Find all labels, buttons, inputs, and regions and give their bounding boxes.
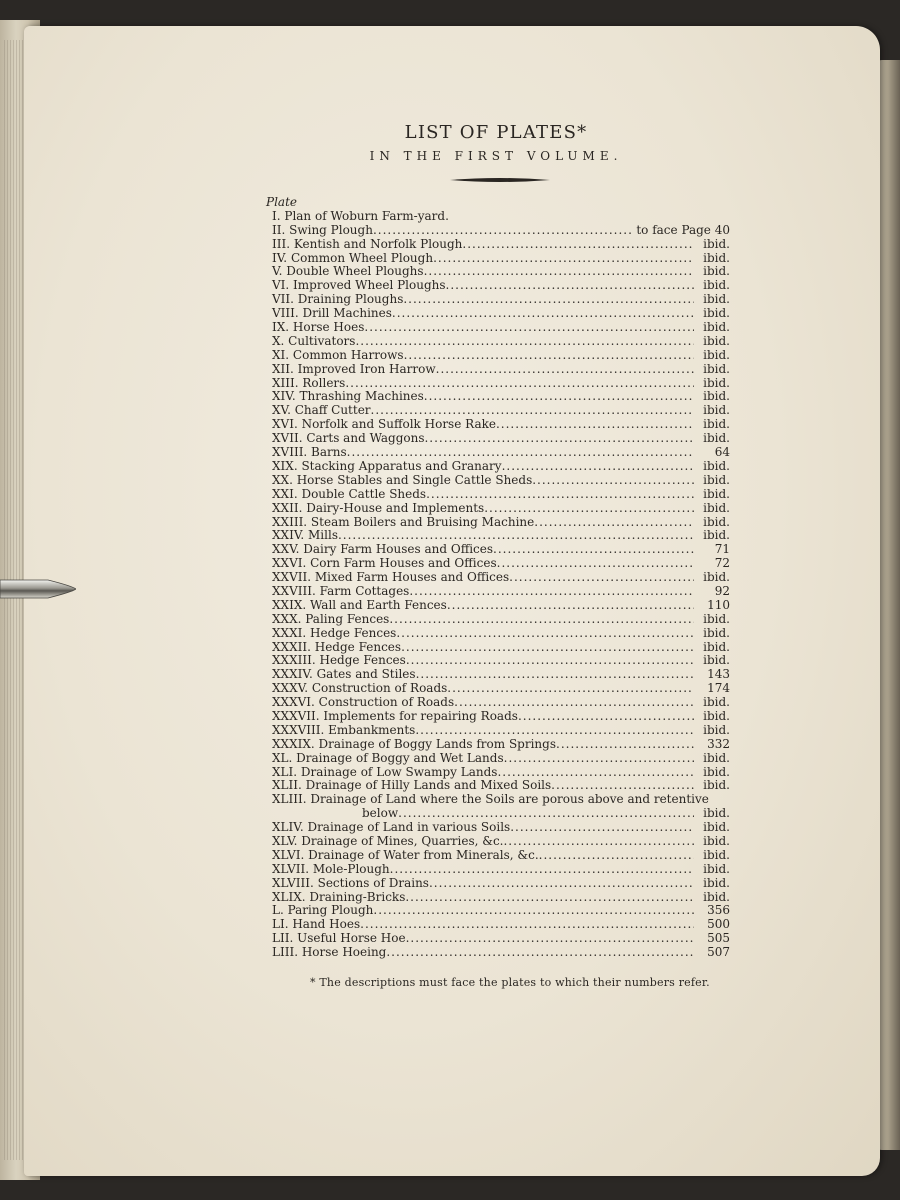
plate-page: ibid.: [703, 307, 730, 321]
list-item: [266, 738, 730, 752]
list-item: [266, 710, 730, 724]
dot-leader: [449, 210, 694, 224]
plate-page: 332: [707, 737, 730, 751]
plate-heading: Plate: [266, 195, 297, 209]
dot-leader: [462, 238, 694, 252]
plate-label: XIII. Rollers: [272, 376, 346, 390]
ornament-rule-icon: [450, 176, 550, 184]
plate-page: 174: [707, 682, 730, 696]
plate-page: ibid.: [703, 640, 730, 654]
list-item: [266, 516, 730, 530]
plate-page: 92: [714, 584, 730, 598]
list-item: [266, 654, 730, 668]
plate-label: XV. Chaff Cutter: [272, 404, 371, 418]
list-item: [266, 946, 730, 960]
list-item: [266, 724, 730, 738]
plate-page: ibid.: [703, 890, 730, 904]
plate-label: XXXVII. Implements for repairing Roads: [272, 709, 518, 723]
list-item: [266, 863, 730, 877]
plate-label: VI. Improved Wheel Ploughs: [272, 279, 446, 293]
plate-page: ibid.: [703, 251, 730, 265]
plate-page: 500: [707, 918, 730, 932]
plate-page: ibid.: [703, 529, 730, 543]
list-item: [266, 293, 730, 307]
list-item: [266, 363, 730, 377]
plate-page: ibid.: [703, 321, 730, 335]
dot-leader: [398, 807, 694, 821]
dot-leader: [424, 265, 694, 279]
plate-label: XLVIII. Sections of Drains: [272, 876, 429, 890]
dot-leader: [518, 710, 694, 724]
plate-page: ibid.: [703, 279, 730, 293]
list-item: [266, 460, 730, 474]
page-subtitle: IN THE FIRST VOLUME.: [369, 149, 623, 163]
list-item: [266, 807, 730, 821]
dot-leader: [509, 571, 694, 585]
dot-leader: [484, 502, 694, 516]
list-item: [266, 779, 730, 793]
title-block: [362, 122, 630, 163]
dot-leader: [532, 474, 694, 488]
list-item: [266, 696, 730, 710]
dot-leader: [406, 932, 694, 946]
list-item: [266, 432, 730, 446]
dot-leader: [409, 585, 694, 599]
dot-leader: [416, 668, 694, 682]
list-item: [266, 766, 730, 780]
plate-label: XXXV. Construction of Roads: [272, 682, 448, 696]
dot-leader: [497, 766, 694, 780]
dot-leader: [503, 835, 694, 849]
list-item: [266, 279, 730, 293]
dot-leader: [447, 682, 694, 696]
list-item: [266, 904, 730, 918]
list-item: [266, 793, 730, 807]
plate-label: III. Kentish and Norfolk Plough: [272, 237, 463, 251]
plate-page: ibid.: [703, 515, 730, 529]
plate-page: ibid.: [703, 571, 730, 585]
plate-page: ibid.: [703, 501, 730, 515]
plate-label: XI. Common Harrows: [272, 348, 404, 362]
list-item: [266, 571, 730, 585]
plate-page: ibid.: [703, 654, 730, 668]
plate-label: XXXII. Hedge Fences: [272, 640, 402, 654]
plate-page: ibid.: [703, 459, 730, 473]
plate-label: XX. Horse Stables and Single Cattle Sheds: [272, 473, 533, 487]
plate-label: IX. Horse Hoes: [272, 321, 365, 335]
plate-label: XLV. Drainage of Mines, Quarries, &c.: [272, 834, 504, 848]
plate-label: VII. Draining Ploughs: [272, 293, 404, 307]
plate-page: 143: [707, 668, 730, 682]
list-item: [266, 891, 730, 905]
list-item: [266, 599, 730, 613]
dot-leader: [373, 224, 634, 238]
list-item: [266, 307, 730, 321]
dot-leader: [433, 252, 694, 266]
dot-leader: [360, 918, 694, 932]
plate-page: ibid.: [703, 862, 730, 876]
plate-page: 71: [714, 543, 730, 557]
dot-leader: [504, 752, 694, 766]
list-item: [266, 835, 730, 849]
dot-leader: [429, 877, 694, 891]
plate-page: to face Page 40: [636, 223, 730, 237]
plate-page: ibid.: [703, 418, 730, 432]
plate-page: ibid.: [703, 334, 730, 348]
plate-page: ibid.: [703, 390, 730, 404]
plate-label: XLII. Drainage of Hilly Lands and Mixed Soils: [272, 779, 552, 793]
dot-leader: [347, 446, 694, 460]
plate-page: 356: [707, 904, 730, 918]
plate-list: [266, 196, 730, 960]
dot-leader: [493, 543, 694, 557]
plate-label: XXX. Paling Fences: [272, 612, 390, 626]
plate-page: ibid.: [703, 848, 730, 862]
plate-page: ibid.: [703, 293, 730, 307]
dot-leader: [364, 321, 694, 335]
footnote: * The descriptions must face the plates to which their numbers refer.: [310, 976, 710, 989]
dot-leader: [534, 516, 694, 530]
list-item: [266, 377, 730, 391]
list-item: [266, 668, 730, 682]
dot-leader: [373, 904, 694, 918]
plate-page: ibid.: [703, 834, 730, 848]
plate-label: XXIX. Wall and Earth Fences: [272, 598, 447, 612]
plate-label: XLVI. Drainage of Water from Minerals, &c.: [272, 848, 539, 862]
dot-leader: [497, 557, 694, 571]
plate-label: XLIX. Draining-Bricks: [272, 890, 406, 904]
plate-page: ibid.: [703, 821, 730, 835]
plate-label: XLVII. Mole-Plough: [272, 862, 390, 876]
plate-label: LI. Hand Hoes: [272, 918, 361, 932]
list-item: [266, 543, 730, 557]
plate-page: ibid.: [703, 473, 730, 487]
plate-label: XXXVI. Construction of Roads: [272, 696, 455, 710]
list-item: [266, 474, 730, 488]
plate-page: ibid.: [703, 404, 730, 418]
list-item: [266, 752, 730, 766]
dot-leader: [338, 529, 694, 543]
plate-label: XXXVIII. Embankments: [272, 723, 416, 737]
list-item: [266, 321, 730, 335]
dot-leader: [345, 377, 694, 391]
plate-page: [709, 793, 730, 807]
dot-leader: [496, 418, 694, 432]
plate-label: XXII. Dairy-House and Implements: [272, 501, 485, 515]
dot-leader: [403, 293, 694, 307]
list-item: [266, 682, 730, 696]
plate-page: ibid.: [703, 751, 730, 765]
dot-leader: [390, 863, 694, 877]
list-item: [266, 529, 730, 543]
plate-page: ibid.: [703, 265, 730, 279]
plate-label: LII. Useful Horse Hoe: [272, 932, 406, 946]
list-item: [266, 390, 730, 404]
dot-leader: [355, 335, 694, 349]
plate-page: ibid.: [703, 362, 730, 376]
dot-leader: [426, 488, 694, 502]
plate-label: XVIII. Barns: [272, 446, 347, 460]
list-item: [266, 404, 730, 418]
plate-label: XXXIII. Hedge Fences: [272, 654, 406, 668]
dot-leader: [502, 460, 694, 474]
dot-leader: [401, 641, 694, 655]
list-item: [266, 641, 730, 655]
dot-leader: [415, 724, 694, 738]
plate-label: XXV. Dairy Farm Houses and Offices: [272, 543, 494, 557]
list-item: [266, 877, 730, 891]
dot-leader: [404, 349, 694, 363]
plate-label: XLI. Drainage of Low Swampy Lands: [272, 765, 498, 779]
plate-label: XL. Drainage of Boggy and Wet Lands: [272, 751, 504, 765]
plate-page: 505: [707, 932, 730, 946]
list-item: [266, 252, 730, 266]
plate-label: XXVIII. Farm Cottages: [272, 584, 410, 598]
plate-page: ibid.: [703, 237, 730, 251]
list-item: [266, 502, 730, 516]
plate-label: V. Double Wheel Ploughs: [272, 265, 424, 279]
plate-label: XVII. Carts and Waggons: [272, 432, 425, 446]
plate-page: ibid.: [703, 807, 730, 821]
dot-leader: [386, 946, 694, 960]
dot-leader: [405, 891, 694, 905]
dot-leader: [424, 432, 694, 446]
dot-leader: [371, 404, 694, 418]
plate-label: XXXIV. Gates and Stiles: [272, 668, 416, 682]
plate-page: ibid.: [703, 876, 730, 890]
plate-page: ibid.: [703, 709, 730, 723]
plate-page: 507: [707, 946, 730, 960]
dot-leader: [389, 613, 694, 627]
plate-page: ibid.: [703, 696, 730, 710]
list-item: [266, 821, 730, 835]
plate-label: XXVII. Mixed Farm Houses and Offices: [272, 571, 510, 585]
plate-page: ibid.: [703, 487, 730, 501]
plate-page: ibid.: [703, 723, 730, 737]
list-item: [266, 627, 730, 641]
plate-label: XXVI. Corn Farm Houses and Offices: [272, 557, 497, 571]
list-item: [266, 335, 730, 349]
list-item: [266, 238, 730, 252]
plate-label: LIII. Horse Hoeing: [272, 946, 387, 960]
dot-leader: [556, 738, 694, 752]
plate-label: XLIII. Drainage of Land where the Soils are porous above and retentive: [272, 793, 709, 807]
plate-page: 72: [714, 557, 730, 571]
plate-label: XXXIX. Drainage of Boggy Lands from Springs: [272, 737, 556, 751]
dot-leader: [551, 779, 694, 793]
plate-label: XXIV. Mills: [272, 529, 338, 543]
plate-page: ibid.: [703, 779, 730, 793]
list-item: [266, 446, 730, 460]
list-item: [266, 918, 730, 932]
list-item: [266, 557, 730, 571]
page-title: LIST OF PLATES*: [404, 122, 588, 143]
silver-bookmark-icon: [0, 574, 76, 604]
plate-page: 64: [714, 446, 730, 460]
plate-page: ibid.: [703, 612, 730, 626]
plate-label: XIX. Stacking Apparatus and Granary: [272, 459, 502, 473]
dot-leader: [396, 627, 694, 641]
plate-page: ibid.: [703, 626, 730, 640]
plate-label: II. Swing Plough: [272, 223, 373, 237]
list-item: [266, 265, 730, 279]
plate-label: XII. Improved Iron Harrow: [272, 362, 436, 376]
list-item: [266, 585, 730, 599]
list-item: [266, 210, 730, 224]
plate-label: IV. Common Wheel Plough: [272, 251, 434, 265]
list-item: [266, 932, 730, 946]
plate-label: XLIV. Drainage of Land in various Soils: [272, 821, 511, 835]
plate-page: ibid.: [703, 765, 730, 779]
dot-leader: [406, 654, 694, 668]
dot-leader: [446, 279, 694, 293]
plate-page: ibid.: [703, 432, 730, 446]
plate-label: XXI. Double Cattle Sheds: [272, 487, 427, 501]
plate-label: XVI. Norfolk and Suffolk Horse Rake: [272, 418, 496, 432]
list-item: [266, 488, 730, 502]
list-item: [266, 613, 730, 627]
plate-label: XXIII. Steam Boilers and Bruising Machine: [272, 515, 535, 529]
list-item: [266, 349, 730, 363]
plate-label: XXXI. Hedge Fences: [272, 626, 397, 640]
dot-leader: [447, 599, 694, 613]
dot-leader: [436, 363, 694, 377]
list-item: [266, 849, 730, 863]
list-item: [266, 418, 730, 432]
plate-page: [694, 210, 730, 224]
dot-leader: [454, 696, 694, 710]
plate-page: 110: [707, 598, 730, 612]
plate-page: ibid.: [703, 376, 730, 390]
plate-label: below: [362, 807, 399, 821]
dot-leader: [392, 307, 694, 321]
dot-leader: [539, 849, 694, 863]
plate-label: X. Cultivators: [272, 334, 356, 348]
plate-label: VIII. Drill Machines: [272, 307, 392, 321]
dot-leader: [424, 390, 694, 404]
plate-label: XIV. Thrashing Machines: [272, 390, 424, 404]
dot-leader: [510, 821, 694, 835]
plate-label: L. Paring Plough: [272, 904, 374, 918]
plate-page: ibid.: [703, 348, 730, 362]
list-item: [266, 224, 730, 238]
plate-label: I. Plan of Woburn Farm-yard.: [272, 209, 449, 223]
